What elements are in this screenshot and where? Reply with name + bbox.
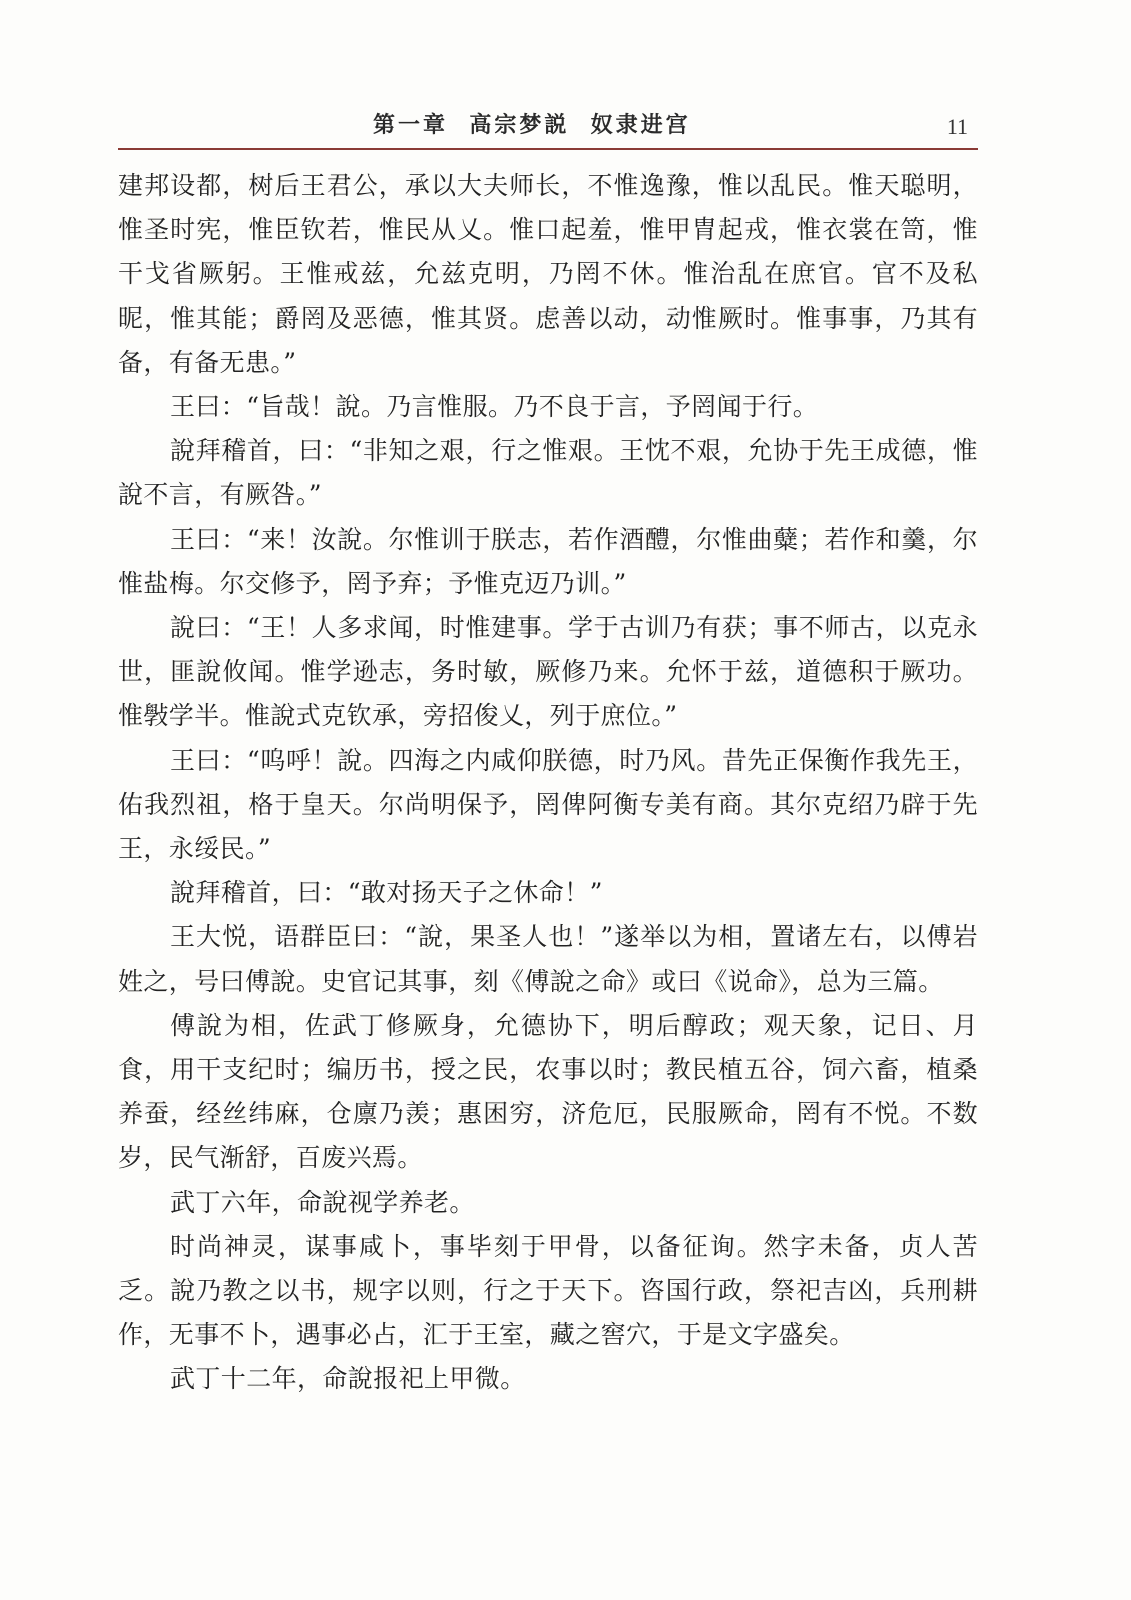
paragraph: 說曰：“王！人多求闻，时惟建事。学于古训乃有获；事不师古，以克永世，匪說攸闻。惟学逊志，务时敏，厥修乃来。允怀于兹，道德积于厥功。惟斅学半。惟說式克钦承，旁招俊乂，列于庶位。” bbox=[118, 613, 978, 731]
paragraph: 說拜稽首，曰：“敢对扬天子之休命！” bbox=[170, 878, 603, 908]
paragraph: 傅說为相，佐武丁修厥身，允德协下，明后醇政；观天象，记日、月食，用干支纪时；编历书，授之民，农事以时；教民植五谷，饲六畜，植桑养蚕，经丝纬麻，仓廪乃羡；惠困穷，济危厄，民服厥命，罔有不悦。不数岁，民气渐舒，百废兴焉。 bbox=[118, 1010, 978, 1173]
chapter-title: 第一章 高宗梦説 奴隶进宫 bbox=[373, 113, 691, 138]
running-header bbox=[118, 104, 978, 150]
paragraph: 武丁六年，命說视学养老。 bbox=[170, 1187, 475, 1217]
paragraph: 建邦设都，树后王君公，承以大夫师长，不惟逸豫，惟以乱民。惟天聪明，惟圣时宪，惟臣钦若，惟民从乂。惟口起羞，惟甲胄起戎，惟衣裳在笥，惟干戈省厥躬。王惟戒兹，允兹克明，乃罔不休。惟治乱在庶官。官不及私昵，惟其能；爵罔及恶德，惟其贤。虑善以动，动惟厥时。惟事事，乃其有备，有备无患。” bbox=[118, 171, 978, 377]
paragraph: 武丁十二年，命說报祀上甲微。 bbox=[170, 1364, 526, 1394]
paragraph: 王曰：“来！汝說。尔惟训于朕志，若作酒醴，尔惟曲糵；若作和羹，尔惟盐梅。尔交修予，罔予弃；予惟克迈乃训。” bbox=[118, 524, 978, 598]
paragraph: 王曰：“旨哉！說。乃言惟服。乃不良于言，予罔闻于行。 bbox=[170, 392, 819, 422]
paragraph: 时尚神灵，谋事咸卜，事毕刻于甲骨，以备征询。然字未备，贞人苦乏。說乃教之以书，规字以则，行之于天下。咨国行政，祭祀吉凶，兵刑耕作，无事不卜，遇事必占，汇于王室，藏之窖穴，于是文字盛矣。 bbox=[118, 1231, 978, 1350]
page-number: 11 bbox=[946, 114, 968, 139]
paragraph: 王大悦，语群臣曰：“說，果圣人也！”遂举以为相，置诸左右，以傅岩姓之，号曰傅說。史官记其事，刻《傅說之命》或曰《说命》，总为三篇。 bbox=[118, 922, 978, 996]
paragraph: 王曰：“呜呼！說。四海之内咸仰朕德，时乃风。昔先正保衡作我先王，佑我烈祖，格于皇天。尔尚明保予，罔俾阿衡专美有商。其尔克绍乃辟于先王，永绥民。” bbox=[118, 745, 978, 864]
paragraph: 說拜稽首，曰：“非知之艰，行之惟艰。王忱不艰，允协于先王成德，惟說不言，有厥咎。” bbox=[118, 436, 978, 510]
body-text bbox=[118, 164, 978, 1402]
